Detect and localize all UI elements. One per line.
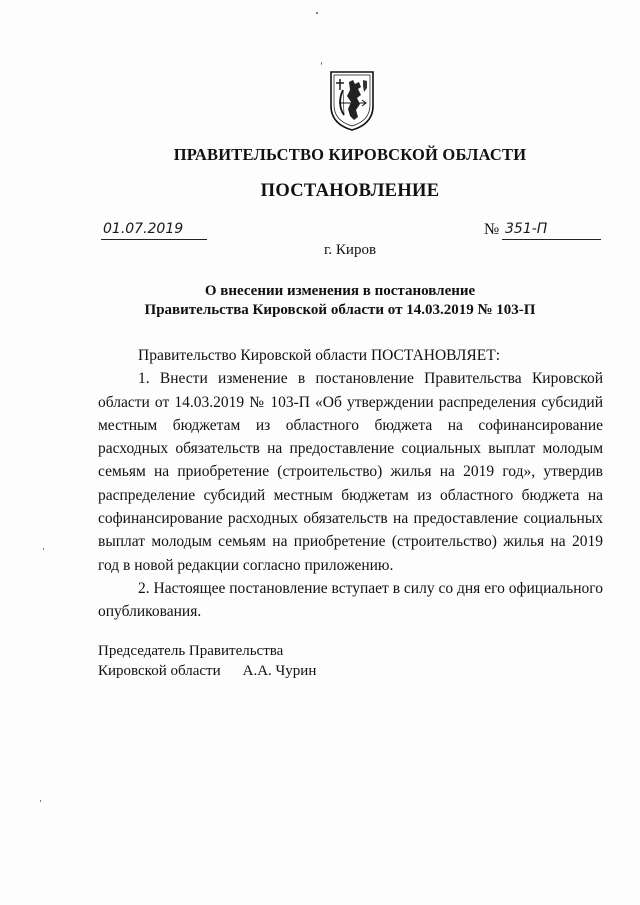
city-label: г. Киров bbox=[323, 242, 377, 258]
scan-speck bbox=[316, 12, 318, 14]
paragraph-2: 2. Настоящее постановление вступает в силу со дня его официального опубликования. bbox=[98, 579, 603, 621]
scan-speck bbox=[321, 62, 322, 65]
document-type-title: ПОСТАНОВЛЕНИЕ bbox=[260, 181, 440, 201]
scan-speck bbox=[40, 800, 41, 802]
document-body bbox=[98, 344, 603, 624]
paragraph-1: 1. Внести изменение в постановление Правительства Кировской области от 14.03.2019 № 103-П «Об утверждении распределения субсидий местным бюджетам из областного бюджета на софинансирование расходных обязательств на предоставление социальных выплат молодым семьям на приобретение (строительство) жилья на 2019 год», утвердив распределение субсидий местным бюджетам из областного бюджета на софинансирование расходных обязательств на предоставление социальных выплат молодым семьям на приобретение (строительство) жилья на 2019 год в новой редакции согласно приложению. bbox=[98, 370, 603, 574]
signatory-position-line-1: Председатель Правительства bbox=[98, 643, 284, 659]
scan-speck bbox=[43, 548, 44, 550]
signature-block bbox=[98, 641, 316, 681]
kirov-coat-of-arms-icon bbox=[327, 68, 377, 132]
preamble: Правительство Кировской области ПОСТАНОВЛЯЕТ: bbox=[138, 347, 501, 364]
subject-line-2: Правительства Кировской области от 14.03.2019 № 103-П bbox=[144, 302, 536, 318]
organization-title: ПРАВИТЕЛЬСТВО КИРОВСКОЙ ОБЛАСТИ bbox=[173, 145, 527, 164]
subject-line-1: О внесении изменения в постановление bbox=[204, 283, 476, 299]
number-label: № bbox=[484, 221, 500, 238]
signatory-position-line-2: Кировской области bbox=[98, 663, 221, 679]
document-subject bbox=[20, 282, 640, 320]
signature-row bbox=[98, 661, 316, 681]
document-number: 351-П bbox=[502, 220, 601, 240]
document-date: 01.07.2019 bbox=[101, 220, 207, 240]
signatory-name: А.А. Чурин bbox=[242, 663, 317, 679]
